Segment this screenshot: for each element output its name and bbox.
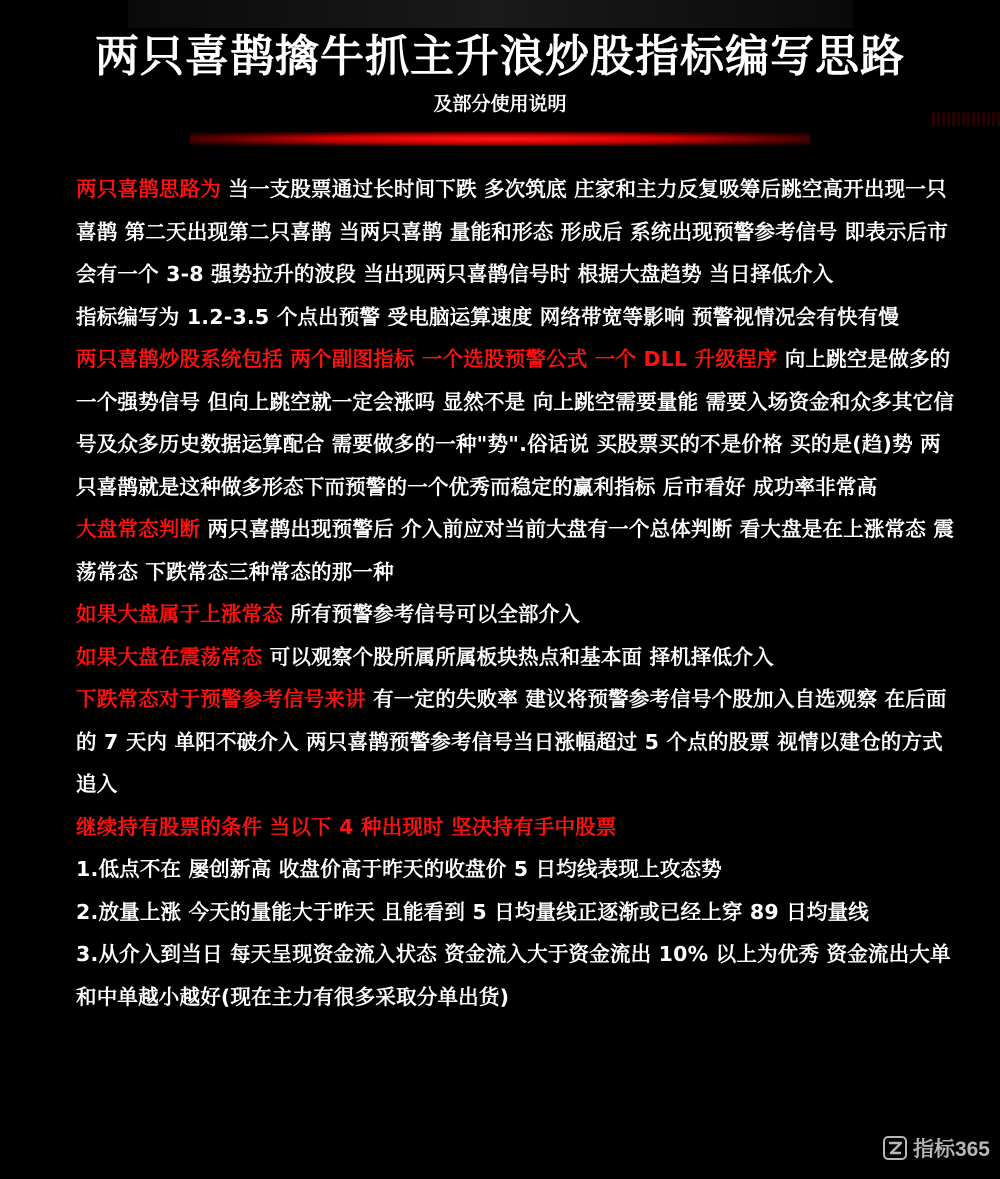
paragraph-hold-conditions	[76, 806, 956, 849]
paragraph-text: 有一定的失败率 建议将预警参考信号个股加入自选观察 在后面的 7 天内 单阳不破介入 两只喜鹊预警参考信号当日涨幅超过 5 个点的股票 视情以建仓的方式追入	[76, 687, 947, 796]
zhibiao365-logo-icon	[883, 1136, 907, 1160]
red-divider	[190, 132, 810, 146]
page-subtitle: 及部分使用说明	[433, 93, 567, 115]
watermark	[883, 1133, 990, 1163]
paragraph-text: 两只喜鹊出现预警后 介入前应对当前大盘有一个总体判断 看大盘是在上涨常态 震荡常态 下跌常态三种常态的那一种	[76, 517, 955, 584]
paragraph-heading: 两只喜鹊思路为	[76, 177, 221, 201]
condition-item-1	[76, 848, 956, 891]
paragraph-heading: 大盘常态判断	[76, 517, 201, 541]
condition-item-2	[76, 891, 956, 934]
paragraph-system	[76, 338, 956, 508]
page-title: 两只喜鹊擒牛抓主升浪炒股指标编写思路	[95, 31, 905, 82]
paragraph-text: 向上跳空是做多的一个强势信号 但向上跳空就一定会涨吗 显然不是 向上跳空需要量能 需要入场资金和众多其它信号及众多历史数据运算配合 需要做多的一种"势".俗话说 买股票买的不是价格 买的是(趋)势 两只喜鹊就是这种做多形态下而预警的一个优秀而稳定的赢利指标 后市看好 成功率非常高	[76, 347, 955, 499]
paragraph-downtrend	[76, 678, 956, 806]
condition-item-3	[76, 933, 956, 1018]
paragraph-indicator-note	[76, 296, 956, 339]
paragraph-market-judgement	[76, 508, 956, 593]
top-banner-band	[128, 0, 853, 28]
paragraph-text: 1.低点不在 屡创新高 收盘价高于昨天的收盘价 5 日均线表现上攻态势	[76, 857, 722, 881]
paragraph-strategy	[76, 168, 956, 296]
paragraph-text: 2.放量上涨 今天的量能大于昨天 且能看到 5 日均量线正逐渐或已经上穿 89 日均量线	[76, 899, 869, 924]
paragraph-text: 所有预警参考信号可以全部介入	[283, 602, 581, 626]
article-body	[76, 168, 956, 1018]
paragraph-text: 指标编写为 1.2-3.5 个点出预警 受电脑运算速度 网络带宽等影响 预警视情况会有快有慢	[76, 304, 900, 329]
paragraph-heading: 如果大盘属于上涨常态	[76, 602, 283, 626]
paragraph-text: 可以观察个股所属所属板块热点和基本面 择机择低介入	[262, 644, 774, 669]
paragraph-heading: 下跌常态对于预警参考信号来讲	[76, 687, 366, 711]
paragraph-heading: 继续持有股票的条件 当以下 4 种出现时 坚决持有手中股票	[76, 814, 617, 839]
paragraph-sideways	[76, 636, 956, 679]
paragraph-heading: 如果大盘在震荡常态	[76, 644, 263, 669]
decorative-side-mark	[932, 112, 1000, 126]
paragraph-text: 当一支股票通过长时间下跌 多次筑底 庄家和主力反复吸筹后跳空高开出现一只喜鹊 第二天出现第二只喜鹊 当两只喜鹊 量能和形态 形成后 系统出现预警参考信号 即表示后市会有一个 3-8 强势拉升的波段 当出现两只喜鹊信号时 根据大盘趋势 当日择低介入	[76, 177, 949, 286]
paragraph-heading: 两只喜鹊炒股系统包括 两个副图指标 一个选股预警公式 一个 DLL 升级程序	[76, 347, 778, 371]
paragraph-text: 3.从介入到当日 每天呈现资金流入状态 资金流入大于资金流出 10% 以上为优秀 资金流出大单和中单越小越好(现在主力有很多采取分单出货)	[76, 942, 951, 1009]
paragraph-uptrend	[76, 593, 956, 636]
watermark-text: 指标365	[912, 1138, 990, 1161]
